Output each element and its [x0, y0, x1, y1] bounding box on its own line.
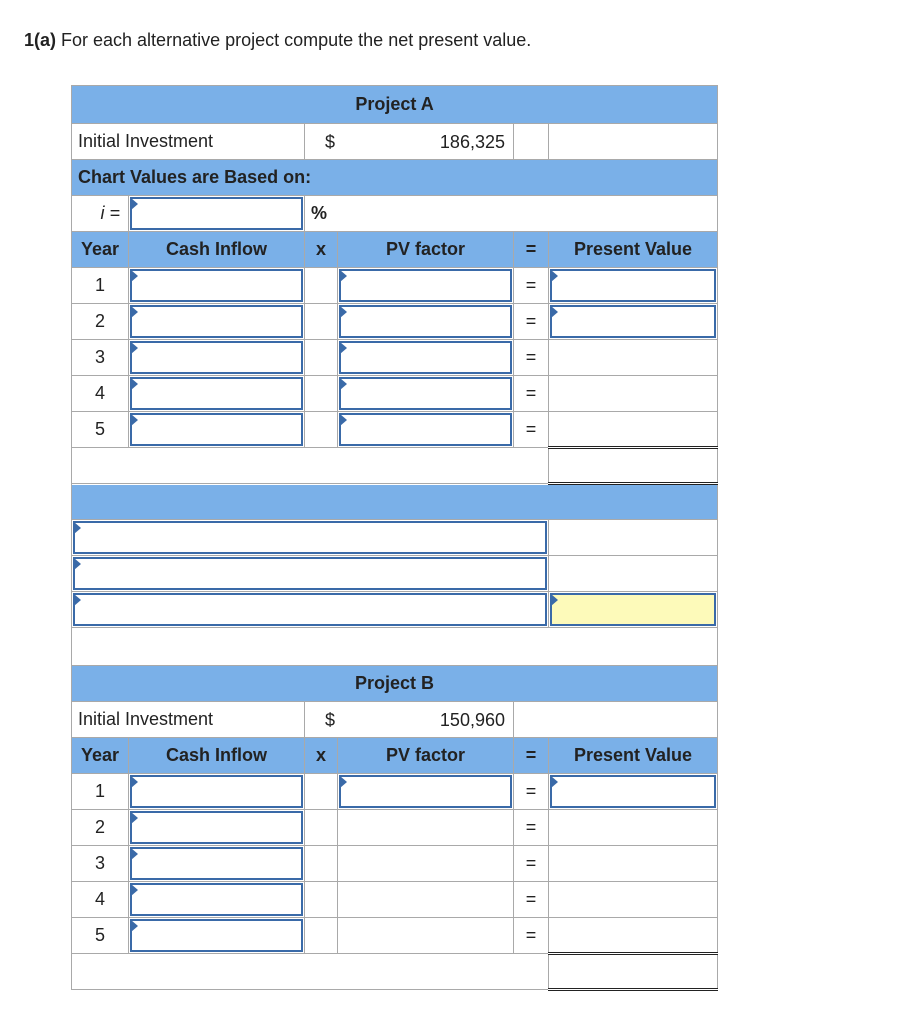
table-row [72, 340, 718, 376]
project-a-initial-investment-value: 186,325 [439, 132, 505, 152]
year-cell: 1 [72, 268, 129, 304]
percent-sign: % [305, 196, 718, 232]
col-pv-factor: PV factor [338, 738, 514, 774]
summary-label-select[interactable] [73, 557, 547, 590]
table-row [72, 846, 718, 882]
npv-worksheet [71, 85, 717, 991]
year-cell: 5 [72, 412, 129, 448]
cash-inflow-input[interactable] [130, 377, 303, 410]
equals-sign: = [514, 810, 549, 846]
pv-factor-input[interactable] [339, 377, 512, 410]
year-cell: 3 [72, 846, 129, 882]
project-a-title: Project A [72, 86, 718, 124]
col-equals: = [514, 738, 549, 774]
equals-sign: = [514, 882, 549, 918]
table-row [72, 774, 718, 810]
equals-sign: = [514, 340, 549, 376]
project-b-initial-investment-label: Initial Investment [72, 702, 305, 738]
summary-label-select[interactable] [73, 521, 547, 554]
col-year: Year [72, 232, 129, 268]
cash-inflow-input[interactable] [130, 413, 303, 446]
table-row [72, 304, 718, 340]
total-present-value-cell [549, 954, 718, 990]
equals-sign: = [514, 304, 549, 340]
cash-inflow-input[interactable] [130, 883, 303, 916]
year-cell: 3 [72, 340, 129, 376]
col-year: Year [72, 738, 129, 774]
table-row [72, 412, 718, 448]
table-row [72, 810, 718, 846]
pv-factor-input[interactable] [339, 269, 512, 302]
equals-sign: = [514, 846, 549, 882]
cash-inflow-input[interactable] [130, 919, 303, 952]
npv-label-select[interactable] [73, 593, 547, 626]
col-cash-inflow: Cash Inflow [129, 232, 305, 268]
project-b-initial-investment-cell [305, 702, 514, 738]
col-present-value: Present Value [549, 232, 718, 268]
cash-inflow-input[interactable] [130, 811, 303, 844]
present-value-input[interactable] [550, 269, 716, 302]
pv-factor-input[interactable] [339, 341, 512, 374]
cash-inflow-input[interactable] [130, 341, 303, 374]
chart-values-label: Chart Values are Based on: [72, 160, 718, 196]
interest-rate-label: i = [72, 196, 129, 232]
project-b-initial-investment-value: 150,960 [439, 710, 505, 730]
summary-header-bar [72, 484, 718, 520]
cash-inflow-input[interactable] [130, 775, 303, 808]
currency-symbol: $ [325, 132, 336, 152]
pv-factor-input[interactable] [339, 305, 512, 338]
cash-inflow-input[interactable] [130, 847, 303, 880]
equals-sign: = [514, 412, 549, 448]
interest-rate-input[interactable] [130, 197, 303, 230]
col-times: x [305, 232, 338, 268]
table-row [72, 918, 718, 954]
present-value-input[interactable] [550, 305, 716, 338]
present-value-input[interactable] [550, 775, 716, 808]
cash-inflow-input[interactable] [130, 269, 303, 302]
pv-factor-input[interactable] [339, 775, 512, 808]
equals-sign: = [514, 268, 549, 304]
equals-sign: = [514, 918, 549, 954]
year-cell: 5 [72, 918, 129, 954]
year-cell: 1 [72, 774, 129, 810]
year-cell: 4 [72, 376, 129, 412]
equals-sign: = [514, 774, 549, 810]
pv-factor-input[interactable] [339, 413, 512, 446]
total-present-value-cell [549, 448, 718, 484]
table-row [72, 376, 718, 412]
table-row [72, 882, 718, 918]
currency-symbol: $ [325, 710, 336, 730]
equals-sign: = [514, 376, 549, 412]
question-text: For each alternative project compute the net present value. [56, 30, 532, 50]
col-pv-factor: PV factor [338, 232, 514, 268]
col-equals: = [514, 232, 549, 268]
question-prompt [24, 30, 531, 51]
project-a-initial-investment-label: Initial Investment [72, 124, 305, 160]
project-a-initial-investment-cell [305, 124, 514, 160]
project-b-title: Project B [72, 666, 718, 702]
year-cell: 2 [72, 810, 129, 846]
npv-result-input[interactable] [550, 593, 716, 626]
year-cell: 4 [72, 882, 129, 918]
col-present-value: Present Value [549, 738, 718, 774]
question-number: 1(a) [24, 30, 57, 50]
table-row [72, 268, 718, 304]
col-times: x [305, 738, 338, 774]
year-cell: 2 [72, 304, 129, 340]
col-cash-inflow: Cash Inflow [129, 738, 305, 774]
cash-inflow-input[interactable] [130, 305, 303, 338]
